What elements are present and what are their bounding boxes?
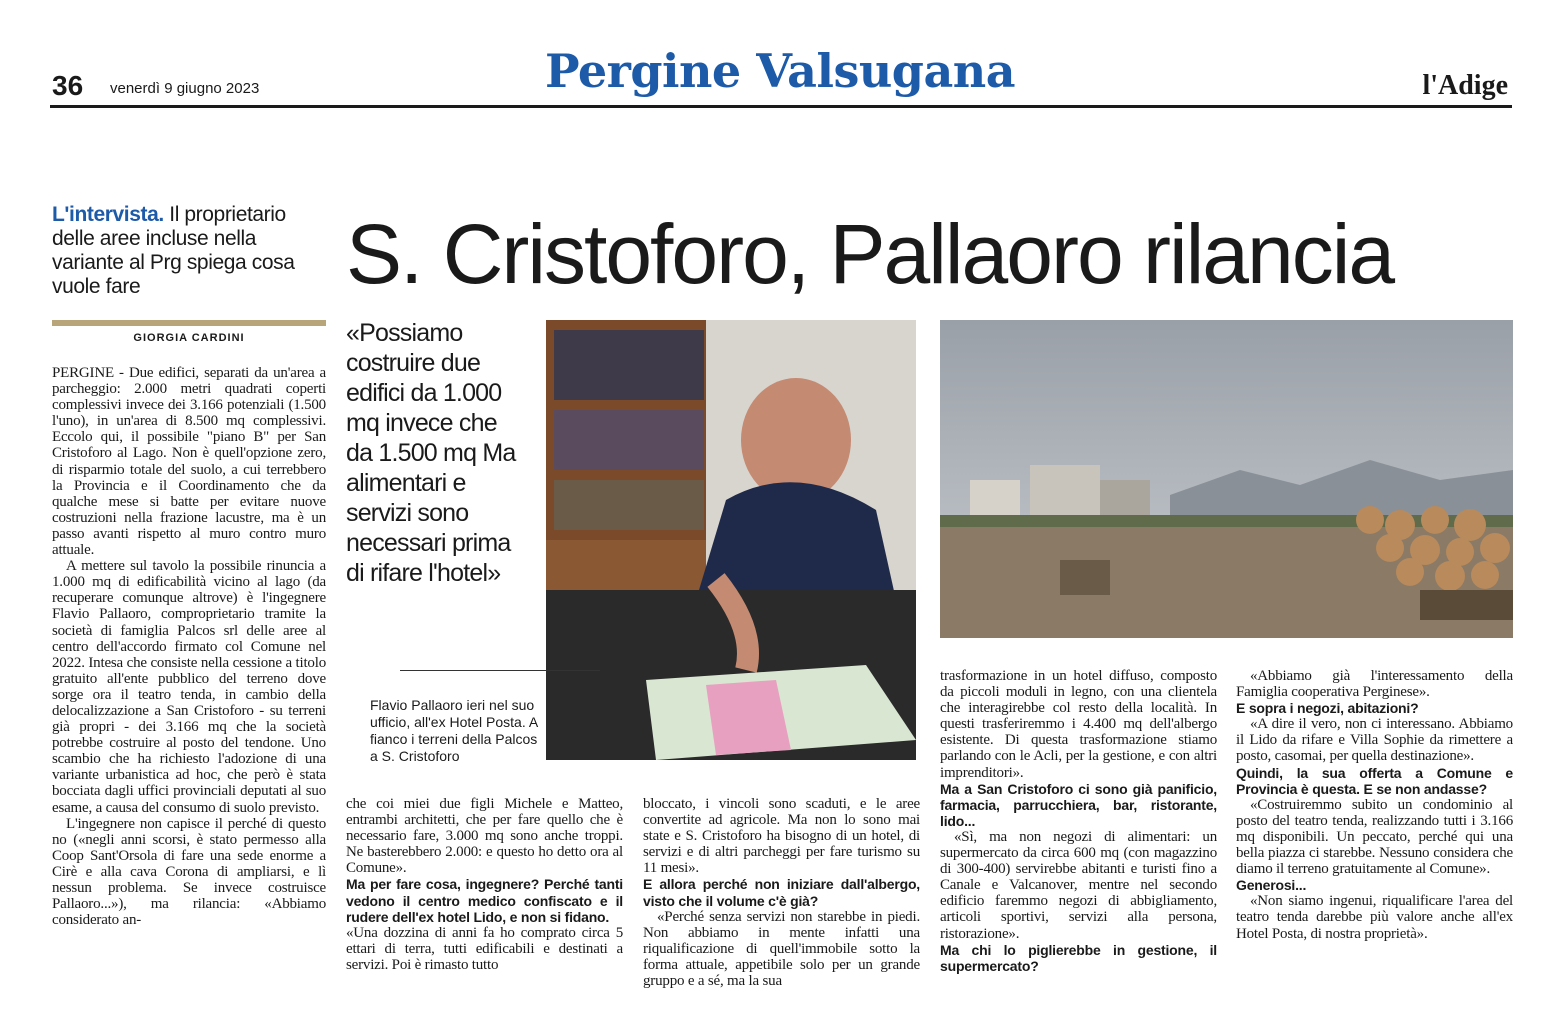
page-number: 36	[52, 70, 84, 101]
paragraph: «Una dozzina di anni fa ho comprato circa 5 ettari di terra, tutti edificabili e destinati a servizi. Poi è rimasto tutto	[346, 924, 623, 973]
article-column-3	[643, 796, 920, 989]
pull-quote: «Possiamo costruire due edifici da 1.000 mq invece che da 1.500 mq Ma alimentari e servizi sono necessari prima di rifare l'hotel»	[346, 319, 516, 587]
header-divider	[50, 105, 1512, 108]
byline-rule	[52, 320, 326, 326]
paragraph: trasformazione in un hotel diffuso, composto da piccoli moduli in legno, con una clientela che interagirebbe col resto della località. In questi trasferiremmo i 4.400 mq dell'albergo esistente. Di questa trasformazione stiamo parlando con le Acli, per la gestione, e con altri imprenditori».	[940, 668, 1217, 781]
paragraph: «Perché senza servizi non starebbe in piedi. Non abbiamo in mente infatti una riqualificazione di quell'immobile sotto la forma attuale, appetibile solo per un grande gruppo e a sé, ma la sua	[643, 908, 920, 990]
paragraph: bloccato, i vincoli sono scaduti, e le aree convertite ad agricole. Ma non lo sono mai state e S. Cristoforo ha bisogno di un hotel, di servizi e di altri parcheggi per fare turismo su 11 mesi».	[643, 796, 920, 877]
photo-palcos-land	[940, 320, 1513, 638]
paragraph: «Non siamo ingenui, riqualificare l'area del teatro tenda darebbe più valore anche all'ex Hotel Posta, di nostra proprietà».	[1236, 893, 1513, 942]
article-column-4	[940, 668, 1217, 974]
interview-question: E sopra i negozi, abitazioni?	[1236, 700, 1419, 717]
interview-question: Quindi, la sua offerta a Comune e Provincia è questa. E se non andasse?	[1236, 764, 1513, 797]
newspaper-logo: l'Adige	[1422, 70, 1508, 101]
interview-question: Ma per fare cosa, ingegnere? Perché tanti vedono il centro medico confiscato e il rudere dell'ex hotel Lido, e non si fidano.	[346, 876, 623, 925]
section-title: Pergine Valsugana	[544, 44, 1016, 98]
kicker-lead: L'intervista.	[52, 203, 164, 226]
article-column-1	[52, 365, 326, 928]
paragraph: «A dire il vero, non ci interessano. Abbiamo il Lido da rifare e Villa Sophie da rimettere a posto, casomai, per quella destinazione».	[1236, 716, 1513, 765]
paragraph: «Sì, ma non negozi di alimentari: un supermercato da circa 600 mq (con magazzino di 300-400) servirebbe abitanti e turisti fino a Canale e Valcanover, mentre nel secondo edificio faremmo negozi di abbigliamento, articoli sportivi, servizi alla persona, ristorazione».	[940, 828, 1217, 942]
article-column-5	[1236, 668, 1513, 942]
photo-pallaoro-office	[546, 320, 916, 760]
interview-question: Ma a San Cristoforo ci sono già panificio, farmacia, parrucchiera, bar, ristorante, lido...	[940, 780, 1217, 829]
paragraph: A mettere sul tavolo la possibile rinuncia a 1.000 mq di edificabilità vicino al lago (da recuperare comunque altrove) è l'ingegnere Flavio Pallaoro, comproprietario tramite la società di famiglia Palcos srl delle aree al centro dell'accordo firmato col Comune nel 2022. Intesa che consiste nella cessione a titolo gratuito all'ente pubblico del terreno dove sorge ora il teatro tenda, in cambio della delocalizzazione a San Cristoforo - su terreni già propri - dei 3.166 mq che la società potrebbe costruire al posto del tendone. Uno scambio che ha richiesto l'adozione di una variante urbanistica ad hoc, che però è stata bocciata dagli uffici provinciali deputati al suo esame, a causa del consumo di suolo previsto.	[52, 558, 326, 816]
paragraph: che coi miei due figli Michele e Matteo, entrambi architetti, che per fare quello che è necessario fare, 3.000 mq sono anche troppi. Ne basterebbero 2.000: e questo ho detto ora al Comune».	[346, 796, 623, 877]
paragraph: PERGINE - Due edifici, separati da un'area a parcheggio: 2.000 metri quadrati coperti complessivi invece dei 3.166 potenziali (1.500 l'uno), in un'area di 8.500 mq complessivi. Eccolo qui, il possibile "piano B" per San Cristoforo al Lago. Non è quell'opzione zero, di risparmio totale del suolo, a cui terrebbero la Provincia e il Coordinamento che da qualche mese si batte per evitare nuove costruzioni nella frazione lacustre, ma è un passo avanti rispetto al muro contro muro attuale.	[52, 365, 326, 559]
paragraph: «Abbiamo già l'interessamento della Famiglia cooperativa Perginese».	[1236, 668, 1513, 701]
photo-caption: Flavio Pallaoro ieri nel suo ufficio, all'ex Hotel Posta. A fianco i terreni della Palcos a S. Cristoforo	[370, 697, 538, 764]
headline: S. Cristoforo, Pallaoro rilancia	[346, 207, 1394, 301]
byline: GIORGIA CARDINI	[133, 332, 245, 344]
publication-date: venerdì 9 giugno 2023	[110, 80, 260, 97]
interview-question: Generosi...	[1236, 877, 1307, 894]
paragraph: «Costruiremmo subito un condominio al posto del teatro tenda, realizzando tutti i 3.166 mq disponibili. Un peccato, perché qui una bella piazza ci starebbe. Nessuno considera che diamo il terreno gratuitamente al Comune».	[1236, 796, 1513, 878]
article-column-2	[346, 796, 623, 973]
interview-question: Ma chi lo piglierebbe in gestione, il supermercato?	[940, 941, 1217, 974]
interview-question: E allora perché non iniziare dall'albergo, visto che il volume c'è già?	[643, 876, 920, 909]
kicker	[52, 203, 332, 299]
kicker-text: Il proprietario delle aree incluse nella variante al Prg spiega cosa vuole fare	[52, 203, 295, 298]
photo-palcos-land-image	[940, 320, 1513, 638]
photo-pallaoro-office-image	[546, 320, 916, 760]
caption-rule	[400, 670, 600, 671]
paragraph: L'ingegnere non capisce il perché di questo no («negli anni scorsi, è stato permesso alla Coop Sant'Orsola di fare una sede enorme a Cirè e alla cava Corona di ampliarsi, e lì nessun problema. Se invece costruisce Pallaoro...»), ma rilancia: «Abbiamo considerato an-	[52, 815, 326, 929]
